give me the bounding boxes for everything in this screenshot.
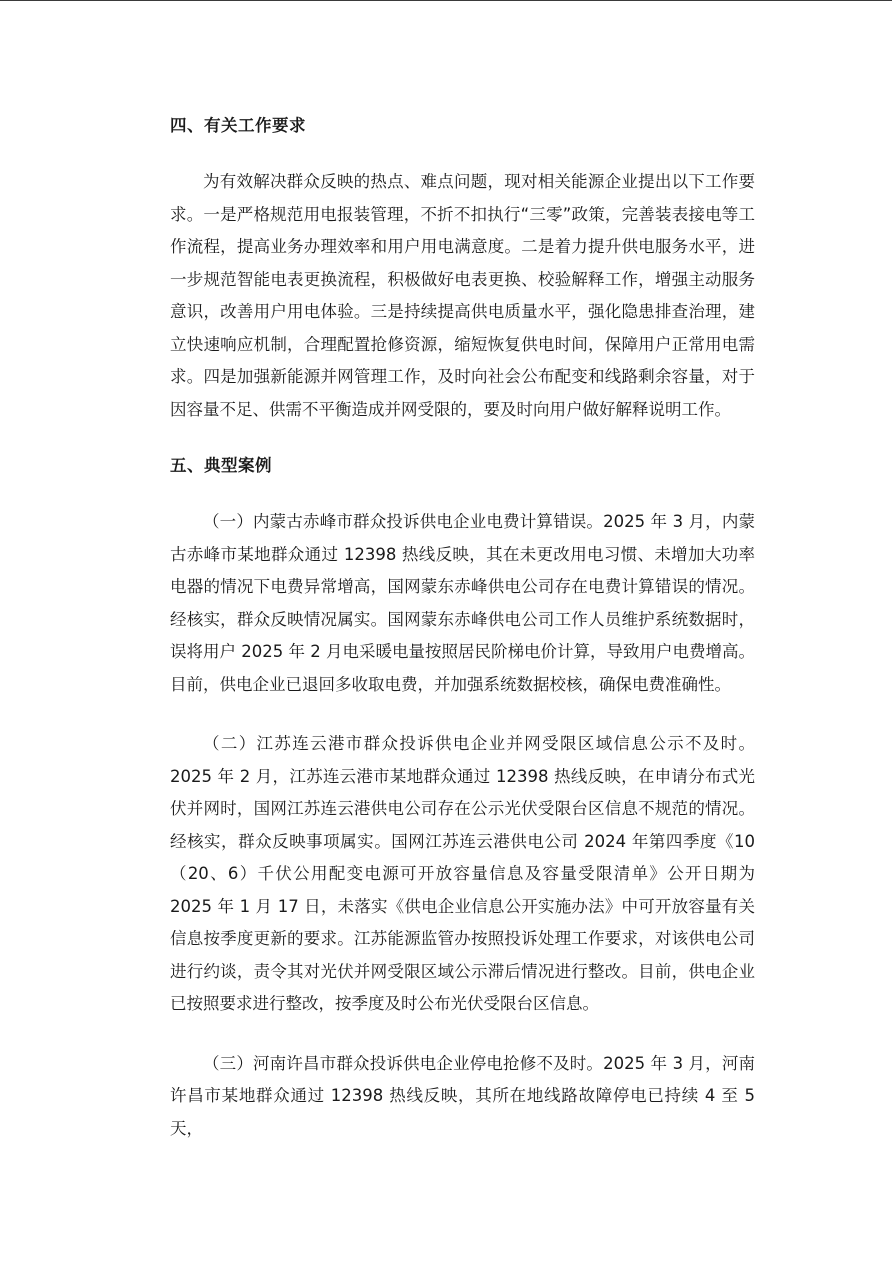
paragraph-work-requirements: 为有效解决群众反映的热点、难点问题，现对相关能源企业提出以下工作要求。一是严格规范用电报装管理，不折不扣执行“三零”政策，完善装表接电等工作流程，提高业务办理效率和用户用电满意度。二是着力提升供电服务水平，进一步规范智能电表更换流程，积极做好电表更换、校验解释工作，增强主动服务意识，改善用户用电体验。三是持续提高供电质量水平，强化隐患排查治理，建立快速响应机制，合理配置抢修资源，缩短恢复供电时间，保障用户正常用电需求。四是加强新能源并网管理工作，及时向社会公布配变和线路剩余容量，对于因容量不足、供需不平衡造成并网受限的，要及时向用户做好解释说明工作。 <box>170 172 755 419</box>
document-page <box>170 113 755 1172</box>
section-work-requirements <box>170 113 755 426</box>
section-heading-work-requirements: 四、有关工作要求 <box>170 116 306 135</box>
section-typical-cases <box>170 453 755 1145</box>
paragraph-case-lianyungang: （二）江苏连云港市群众投诉供电企业并网受限区域信息公示不及时。2025 年 2 月，江苏连云港市某地群众通过 12398 热线反映，在申请分布式光伏并网时，国网江苏连云港供电公司存在公示光伏受限台区信息不规范的情况。经核实，群众反映事项属实。国网江苏连云港供电公司 2024 年第四季度《10（20、6）千伏公用配变电源可开放容量信息及容量受限清单》公开日期为 2025 年 1 月 17 日，未落实《供电企业信息公开实施办法》中可开放容量有关信息按季度更新的要求。江苏能源监管办按照投诉处理工作要求，对该供电公司进行约谈，责令其对光伏并网受限区域公示滞后情况进行整改。目前，供电企业已按照要求进行整改，按季度及时公布光伏受限台区信息。 <box>170 734 755 1013</box>
section-heading-typical-cases: 五、典型案例 <box>170 456 272 475</box>
paragraph-case-chifeng: （一）内蒙古赤峰市群众投诉供电企业电费计算错误。2025 年 3 月，内蒙古赤峰市某地群众通过 12398 热线反映，其在未更改用电习惯、未增加大功率电器的情况下电费异常增高，国网蒙东赤峰供电公司存在电费计算错误的情况。经核实，群众反映情况属实。国网蒙东赤峰供电公司工作人员维护系统数据时，误将用户 2025 年 2 月电采暖电量按照居民阶梯电价计算，导致用户电费增高。目前，供电企业已退回多收取电费，并加强系统数据校核，确保电费准确性。 <box>170 512 755 694</box>
paragraph-case-xuchang: （三）河南许昌市群众投诉供电企业停电抢修不及时。2025 年 3 月，河南许昌市某地群众通过 12398 热线反映，其所在地线路故障停电已持续 4 至 5 天， <box>170 1053 755 1138</box>
page-top-border <box>0 0 892 1</box>
